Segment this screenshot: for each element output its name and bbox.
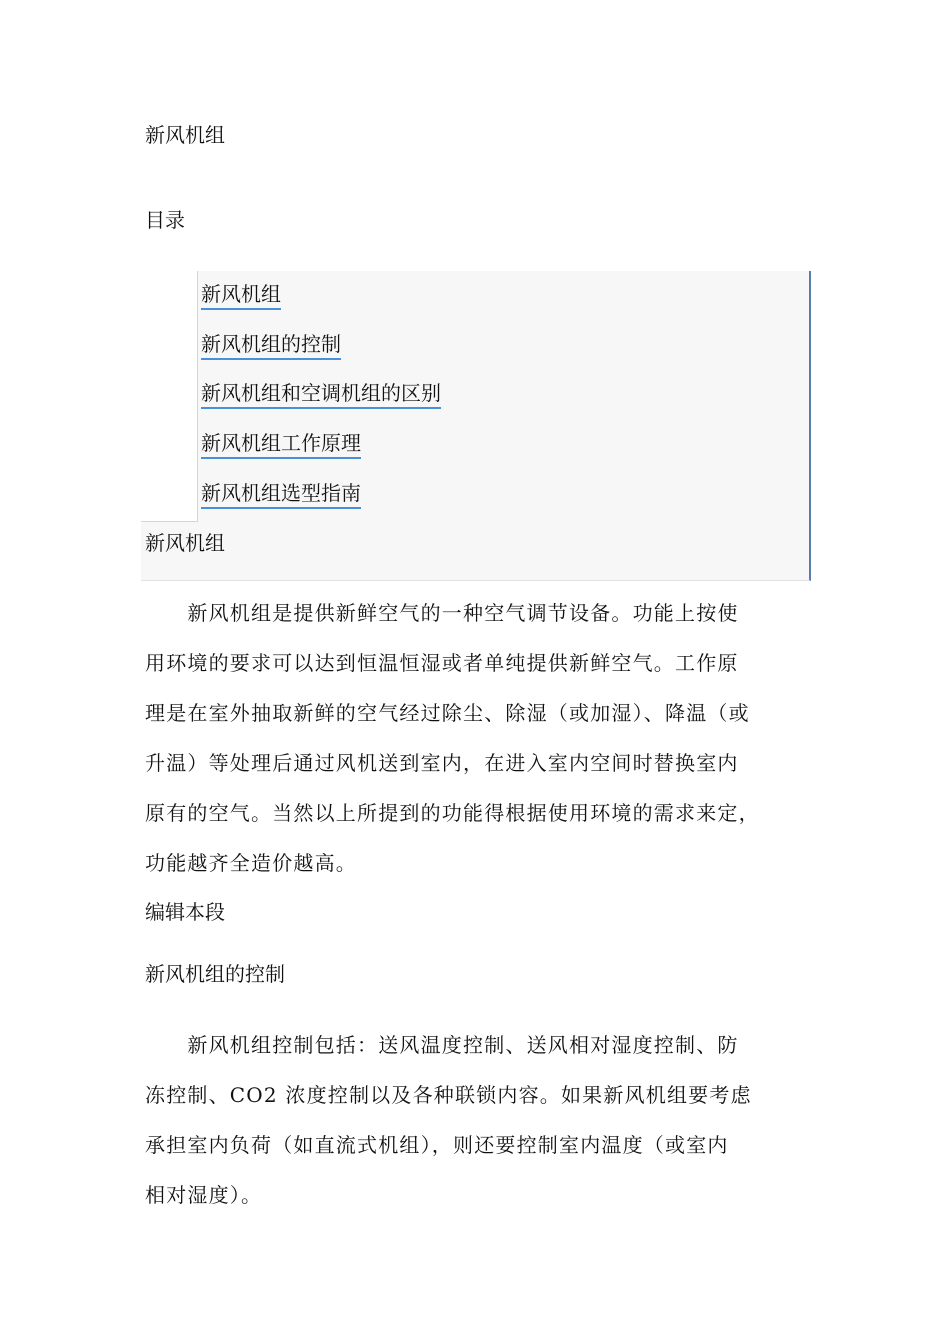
toc-link-selection[interactable]: 新风机组选型指南 (201, 481, 361, 509)
paragraph-line: 升温）等处理后通过风机送到室内，在进入室内空间时替换室内 (145, 751, 739, 775)
toc-link-overview[interactable]: 新风机组 (201, 282, 281, 310)
paragraph-line: 新风机组是提供新鲜空气的一种空气调节设备。功能上按使 (145, 601, 739, 625)
paragraph-line: 理是在室外抽取新鲜的空气经过除尘、除湿（或加湿）、降温（或 (145, 701, 750, 725)
paragraph-line: 冻控制、CO2 浓度控制以及各种联锁内容。如果新风机组要考虑 (145, 1083, 752, 1107)
paragraph-control (145, 1020, 805, 1220)
paragraph-overview (145, 588, 805, 888)
paragraph-line: 新风机组控制包括：送风温度控制、送风相对湿度控制、防 (145, 1033, 739, 1057)
section-heading-overview: 新风机组 (145, 531, 225, 555)
edit-section-link[interactable]: 编辑本段 (145, 900, 225, 924)
paragraph-line: 功能越齐全造价越高。 (145, 851, 357, 875)
toc-link-difference[interactable]: 新风机组和空调机组的区别 (201, 381, 441, 409)
toc-link-principle[interactable]: 新风机组工作原理 (201, 431, 361, 459)
paragraph-line: 用环境的要求可以达到恒温恒湿或者单纯提供新鲜空气。工作原 (145, 651, 739, 675)
paragraph-line: 相对湿度）。 (145, 1183, 263, 1207)
toc-link-control[interactable]: 新风机组的控制 (201, 332, 341, 360)
toc-heading: 目录 (145, 208, 185, 232)
toc-panel-notch (141, 271, 198, 522)
toc-panel (141, 271, 811, 581)
document-title: 新风机组 (145, 123, 225, 147)
section-heading-control: 新风机组的控制 (145, 962, 285, 986)
paragraph-line: 承担室内负荷（如直流式机组），则还要控制室内温度（或室内 (145, 1133, 729, 1157)
paragraph-line: 原有的空气。当然以上所提到的功能得根据使用环境的需求来定， (145, 801, 760, 825)
